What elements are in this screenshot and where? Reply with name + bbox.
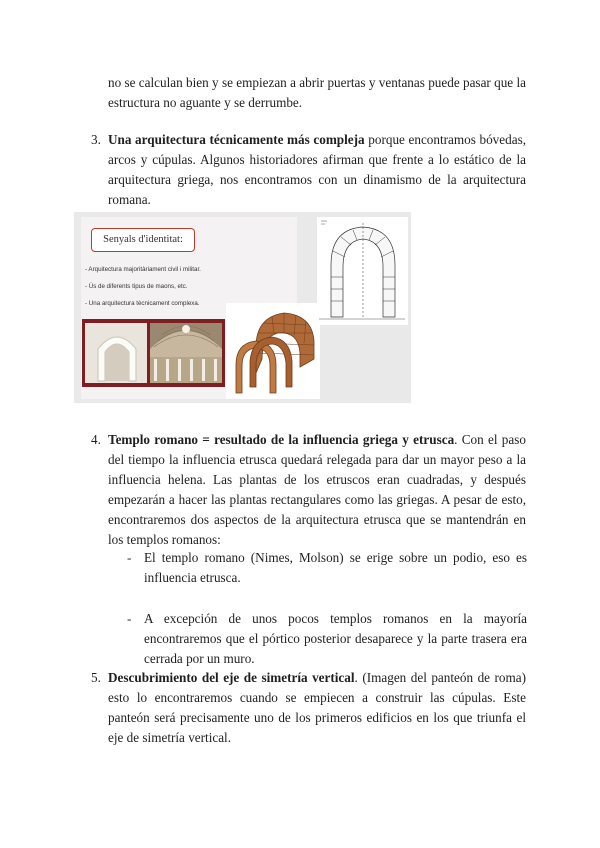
item-4-paragraph [108, 430, 526, 550]
text-line: tiempo la influencia etrusca quedará relegada para dar un mayor peso a la influencia [108, 452, 526, 487]
slide-bullet: - Una arquitectura tècnicament complexa. [85, 300, 200, 307]
text-line: arcos y cúpulas. Algunos historiadores afirman que frente a lo estático de la [108, 152, 526, 167]
arch-construction-drawing [317, 217, 408, 325]
text-line: no se calculan bien y se empiezan a abrir puertas y ventanas puede pasar que la [108, 75, 526, 90]
slide-title: Senyals d'identitat: [91, 228, 195, 252]
arch-and-pantheon-photos [82, 319, 225, 387]
slide-bullet: - Arquitectura majoritàriament civil i militar. [85, 266, 201, 273]
barrel-vault-illustration [226, 303, 320, 399]
text-line: lo encontraremos cuando se empiecen a construir las cúpulas. Este panteón será [108, 690, 526, 725]
text-line: plantas rectangulares como las griegas. A pesar de esto, encontraremos dos aspectos [108, 492, 527, 527]
list-dash: - [127, 550, 132, 565]
item-number: 5. [91, 670, 101, 685]
text-line: . (Imagen del panteón de roma) esto [108, 670, 526, 705]
text-line: que el pórtico posterior desaparece y la parte trasera era cerrada por un muro. [144, 631, 527, 666]
text-line: El templo romano (Nimes, Molson) se erige sobre un podio, eso es influencia [144, 550, 527, 585]
item-3-paragraph [108, 130, 526, 210]
item-heading: Templo romano = resultado de la influencia griega y etrusca [108, 432, 455, 447]
illustration-figure [74, 212, 411, 403]
text-line: . Con el paso del [108, 432, 526, 467]
item-number: 3. [91, 132, 101, 147]
continuation-paragraph [108, 73, 526, 113]
text-line: precisamente uno de los primeros edificios en los que triunfa el eje de simetría [108, 710, 526, 745]
item-number: 4. [91, 432, 101, 447]
item-heading: Descubrimiento del eje de simetría vertical [108, 670, 355, 685]
text-line: etrusca. [200, 570, 241, 585]
text-line: vertical. [188, 730, 232, 745]
list-dash: - [127, 611, 132, 626]
slide-bullet: - Ús de diferents tipus de maons, etc. [85, 283, 188, 290]
sub-item-rear-wall [144, 609, 527, 669]
text-line: porque encontramos bóvedas, [364, 132, 526, 147]
text-line: arquitectura griega, nos encontramos con un dinamismo de la arquitectura romana. [108, 172, 526, 207]
stone-arch-drawing [317, 217, 408, 325]
item-5-paragraph [108, 668, 526, 748]
text-line: A excepción de unos pocos templos romanos en la mayoría encontraremos [144, 611, 527, 646]
text-line: helena. Las plantas de los etruscos eran cuadradas, y después empezarán a hacer las [108, 472, 526, 507]
text-line: de la arquitectura etrusca que se mantendrán en los templos romanos: [108, 512, 527, 547]
slide-photo-band [82, 319, 225, 387]
text-line: estructura no aguante y se derrumbe. [108, 95, 303, 110]
item-heading: Una arquitectura técnicamente más compleja [108, 132, 365, 147]
sub-item-podium [144, 548, 527, 588]
